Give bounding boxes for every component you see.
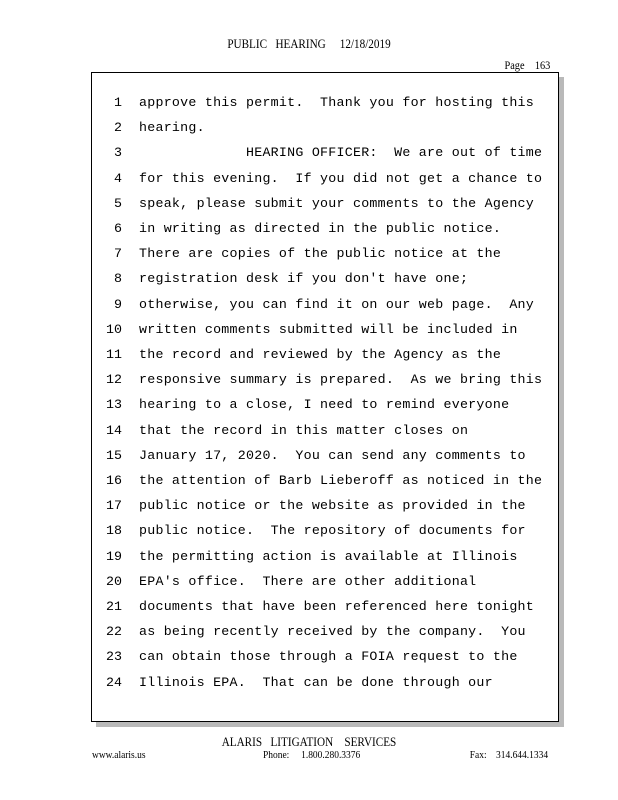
line-number: 5 (114, 195, 122, 211)
transcript-line (92, 599, 558, 624)
line-number: 2 (114, 120, 122, 136)
line-number: 23 (106, 649, 122, 665)
line-text: public notice or the website as provided in the (139, 498, 526, 514)
transcript-line (92, 372, 558, 397)
line-text: registration desk if you don't have one; (139, 271, 469, 287)
line-number: 7 (114, 246, 122, 262)
line-text: can obtain those through a FOIA request to the (139, 649, 518, 665)
transcript-line (92, 675, 558, 700)
line-text: hearing. (139, 120, 205, 136)
transcript-line (92, 246, 558, 271)
line-text: written comments submitted will be included in (139, 321, 518, 337)
transcript-line (92, 196, 558, 221)
line-text: speak, please submit your comments to the Agency (139, 195, 535, 211)
line-text: in writing as directed in the public notice. (139, 221, 502, 236)
footer-company-name: ALARIS LITIGATION SERVICES (221, 734, 397, 749)
line-text: for this evening. If you did not get a chance to (139, 170, 543, 186)
transcript-line (92, 297, 558, 322)
transcript-line (92, 120, 558, 145)
line-text: January 17, 2020. You can send any comments to (139, 447, 526, 463)
line-text: the permitting action is available at Illinois (139, 548, 518, 564)
line-number: 10 (106, 321, 122, 337)
transcript-line (92, 347, 558, 372)
line-text: hearing to a close, I need to remind everyone (139, 397, 510, 413)
line-number: 6 (114, 221, 122, 236)
line-text: otherwise, you can find it on our web page. Any (139, 296, 535, 312)
line-text: HEARING OFFICER: We are out of time (139, 145, 543, 161)
line-text: public notice. The repository of documents for (139, 523, 526, 539)
transcript-line (92, 423, 558, 448)
transcript-line (92, 473, 558, 498)
line-number: 3 (114, 145, 122, 161)
line-number: 19 (106, 548, 122, 564)
line-number: 1 (114, 95, 122, 110)
transcript-frame (91, 72, 559, 722)
line-number: 17 (106, 498, 122, 514)
line-text: that the record in this matter closes on (139, 422, 469, 438)
footer-fax: Fax: 314.644.1334 (469, 749, 548, 761)
line-text: EPA's office. There are other additional (139, 573, 477, 589)
transcript-line (92, 221, 558, 246)
line-number: 14 (106, 422, 122, 438)
transcript-line (92, 624, 558, 649)
line-text: the attention of Barb Lieberoff as noticed in the (139, 473, 543, 488)
line-text: There are copies of the public notice at the (139, 246, 502, 262)
line-text: approve this permit. Thank you for hosting this (139, 95, 535, 110)
transcript-line (92, 549, 558, 574)
transcript-line (92, 498, 558, 523)
footer-phone: Phone: 1.800.280.3376 (263, 749, 361, 761)
line-text: documents that have been referenced here tonight (139, 599, 535, 614)
line-number: 8 (114, 271, 122, 287)
line-number: 22 (106, 624, 122, 640)
transcript-line (92, 523, 558, 548)
transcript-line (92, 322, 558, 347)
line-number: 18 (106, 523, 122, 539)
line-number: 13 (106, 397, 122, 413)
line-text: responsive summary is prepared. As we bring this (139, 372, 543, 388)
line-number: 21 (106, 599, 122, 614)
transcript-line (92, 649, 558, 674)
line-number: 16 (106, 473, 122, 488)
line-number: 9 (114, 296, 122, 312)
line-text: Illinois EPA. That can be done through our (139, 674, 493, 690)
transcript-line (92, 95, 558, 120)
line-number: 12 (106, 372, 122, 388)
line-number: 20 (106, 573, 122, 589)
transcript-line (92, 397, 558, 422)
page-number: Page 163 (504, 58, 550, 72)
transcript-line (92, 448, 558, 473)
line-number: 15 (106, 447, 122, 463)
line-text: the record and reviewed by the Agency as the (139, 347, 502, 362)
line-text: as being recently received by the company. You (139, 624, 526, 640)
transcript-line (92, 271, 558, 296)
transcript-line (92, 171, 558, 196)
document-header-title: PUBLIC HEARING 12/18/2019 (227, 36, 391, 51)
footer-website: www.alaris.us (92, 749, 146, 761)
transcript-line (92, 145, 558, 170)
line-number: 24 (106, 674, 122, 690)
transcript-line (92, 574, 558, 599)
line-number: 11 (106, 347, 122, 362)
line-number: 4 (114, 170, 122, 186)
